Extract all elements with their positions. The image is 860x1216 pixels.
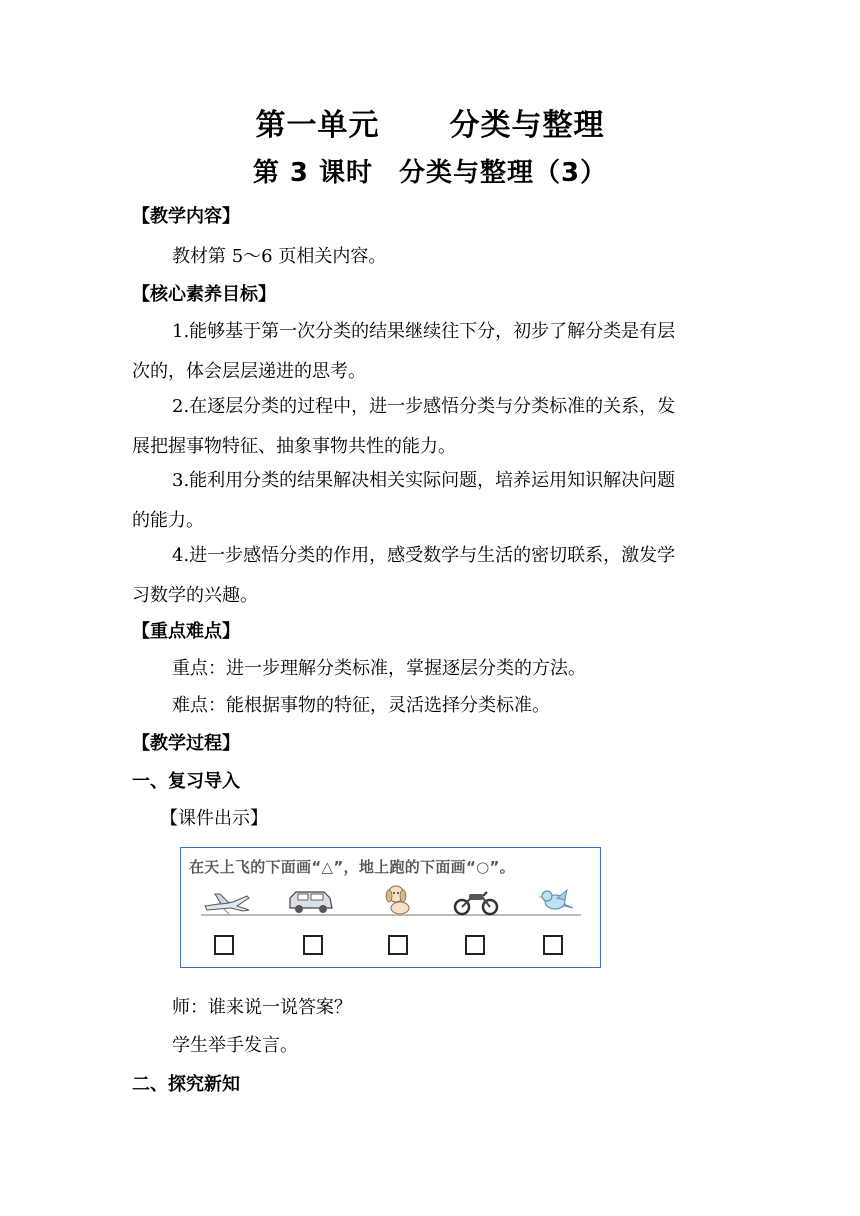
courseware-panel [180, 847, 601, 968]
goal-line: 3.能利用分类的结果解决相关实际问题，培养运用知识解决问题 [172, 470, 676, 491]
goal-item [132, 395, 730, 475]
answer-box[interactable] [214, 935, 234, 955]
lesson-number: 第 3 课时 [252, 158, 374, 188]
process-heading: 【教学过程】 [132, 733, 240, 754]
difficult-point: 难点：能根据事物的特征，灵活选择分类标准。 [172, 695, 550, 716]
goal-line: 习数学的兴趣。 [132, 585, 258, 606]
answer-box[interactable] [388, 935, 408, 955]
content-heading: 【教学内容】 [132, 206, 240, 227]
answer-box[interactable] [303, 935, 323, 955]
content-text: 教材第 5～6 页相关内容。 [172, 246, 387, 267]
answer-box[interactable] [543, 935, 563, 955]
dog-icon [376, 884, 426, 916]
key-point: 重点：进一步理解分类标准，掌握逐层分类的方法。 [172, 658, 586, 679]
car-icon [286, 884, 336, 916]
part2-heading: 二、探究新知 [132, 1074, 240, 1095]
answer-box[interactable] [465, 935, 485, 955]
lesson-topic: 分类与整理（3） [399, 158, 608, 188]
goal-line: 1.能够基于第一次分类的结果继续往下分，初步了解分类是有层 [172, 321, 676, 342]
unit-topic: 分类与整理 [449, 108, 605, 143]
bird-icon [533, 884, 583, 916]
unit-title [0, 108, 860, 144]
unit-number: 第一单元 [255, 108, 380, 143]
key-heading: 【重点难点】 [132, 621, 240, 642]
goal-line: 次的，体会层层递进的思考。 [132, 361, 366, 382]
goal-item [132, 320, 730, 400]
airplane-icon [203, 884, 253, 916]
courseware-prompt: 在天上飞的下面画“△”，地上跑的下面画“○”。 [189, 858, 515, 876]
part1-heading: 一、复习导入 [132, 771, 240, 792]
goals-heading: 【核心素养目标】 [132, 284, 276, 305]
teacher-line: 师：谁来说一说答案？ [172, 997, 352, 1018]
goal-item [132, 544, 730, 624]
courseware-label: 【课件出示】 [160, 808, 268, 829]
goal-line: 2.在逐层分类的过程中，进一步感悟分类与分类标准的关系，发 [172, 396, 676, 417]
motorcycle-icon [451, 884, 501, 916]
lesson-title [0, 155, 860, 191]
goal-item [132, 469, 730, 549]
student-line: 学生举手发言。 [172, 1035, 298, 1056]
goal-line: 展把握事物特征、抽象事物共性的能力。 [132, 436, 456, 457]
goal-line: 4.进一步感悟分类的作用，感受数学与生活的密切联系，激发学 [172, 545, 676, 566]
goal-line: 的能力。 [132, 510, 204, 531]
